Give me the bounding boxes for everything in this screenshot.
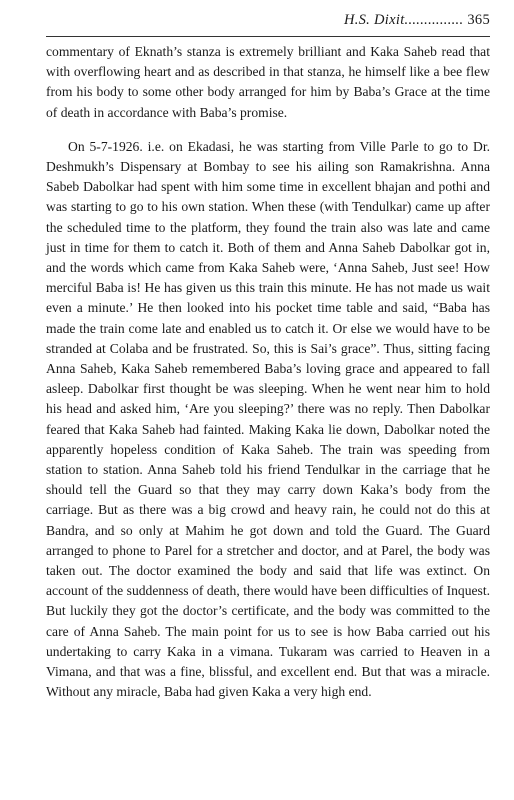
header-rule (46, 36, 490, 37)
page-body (46, 42, 490, 703)
page-number: 365 (467, 12, 490, 28)
running-title: H.S. Dixit (343, 12, 405, 28)
title-leader: ............... (404, 12, 464, 28)
paragraph-kaka-saheb-death: On 5-7-1926. i.e. on Ekadasi, he was starting from Ville Parle to go to Dr. Deshmukh’s Dispensary at Bombay to see his ailing son Ramakrishna. Anna Sabeb Dabolkar had spent with him some time in excellent bhajan and pothi and was starting to go to his own station. When these (with Tendulkar) came up after the scheduled time to the platform, they found the train also was late and came just in time for them to catch it. Both of them and Anna Saheb Dabolkar got in, and the words which came from Kaka Saheb were, ‘Anna Saheb, Just see! How merciful Baba is! He has given us this train this minute. He has not made us wait even a minute.’ He then looked into his pocket time table and said, “Baba has made the train come late and enabled us to catch it. Or else we would have to be stranded at Colaba and be frustrated. So, this is Sai’s grace”. Thus, sitting facing Anna Saheb, Kaka Saheb remembered Baba’s loving grace and appeared to fall asleep. Dabolkar first thought be was sleeping. When he went near him to hold his head and asked him, ‘Are you sleeping?’ there was no reply. Then Dabolkar feared that Kaka Saheb had fainted. Making Kaka lie down, Dabolkar noted the apparently hopeless condition of Kaka Saheb. The train was speeding from station to station. Anna Saheb told his friend Tendulkar in the carriage that he should tell the Guard so that they may carry down Kaka’s body from the carriage. But as there was a big crowd and heavy rain, he could not do this at Bandra, and so only at Mahim he got down and told the Guard. The Guard arranged to phone to Parel for a stretcher and doctor, and at Parel, the body was taken out. The doctor examined the body and said that life was extinct. On account of the suddenness of death, there would have been difficulties of Inquest. But luckily they got the doctor’s certificate, and the body was committed to the care of Anna Saheb. The main point for us to see is how Baba carried out his undertaking to carry Kaka in a vimana. Tukaram was carried to Heaven in a Vimana, and that was a fine, blissful, and excellent end. But that was a miracle. Without any miracle, Baba had given Kaka a very high end. (46, 138, 490, 700)
running-header (344, 12, 490, 29)
paragraph-continued: commentary of Eknath’s stanza is extremely brilliant and Kaka Saheb read that with overflowing heart and as described in that stanza, he himself like a bee flew from his body to some other body arranged for him by Baba’s Grace at the time of death in accordance with Baba’s promise. (46, 44, 490, 120)
book-page (46, 0, 490, 800)
